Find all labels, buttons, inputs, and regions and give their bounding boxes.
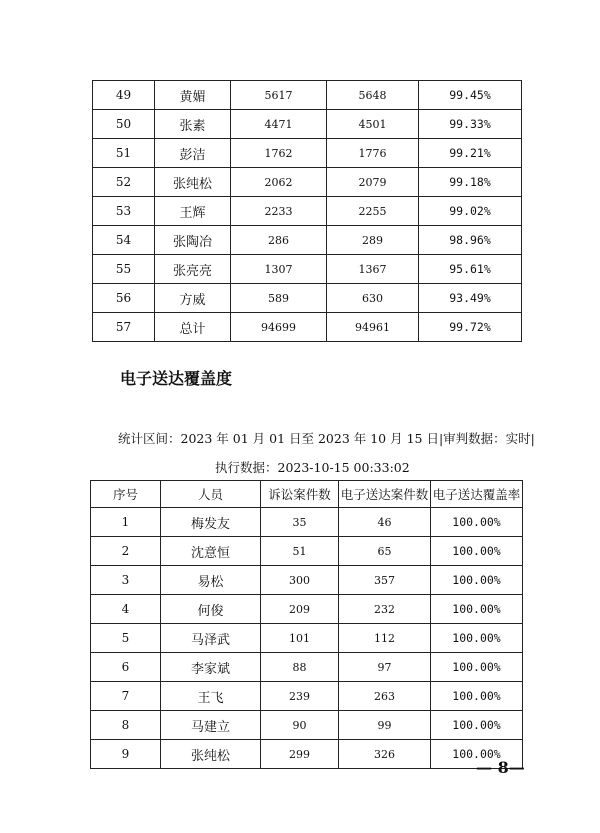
cell-count-b: 94961 <box>327 313 419 342</box>
cell-count-a: 2062 <box>231 168 327 197</box>
cell-count-a: 35 <box>261 508 339 537</box>
cell-rate: 99.45% <box>419 81 522 110</box>
cell-count-b: 630 <box>327 284 419 313</box>
cell-count-b: 1776 <box>327 139 419 168</box>
cell-name: 沈意恒 <box>161 537 261 566</box>
cell-rate: 100.00% <box>431 508 523 537</box>
cell-rate: 99.21% <box>419 139 522 168</box>
section-title: 电子送达覆盖度 <box>120 369 233 388</box>
cell-index: 55 <box>93 255 155 284</box>
cell-name: 李家斌 <box>161 653 261 682</box>
cell-name: 马建立 <box>161 711 261 740</box>
cell-index: 49 <box>93 81 155 110</box>
cell-name: 方威 <box>155 284 231 313</box>
e-service-coverage-table <box>90 480 523 769</box>
cell-rate: 99.18% <box>419 168 522 197</box>
cell-rate: 100.00% <box>431 682 523 711</box>
cell-name: 张陶冶 <box>155 226 231 255</box>
table2-header <box>91 481 523 508</box>
cell-count-a: 300 <box>261 566 339 595</box>
table-row <box>93 197 522 226</box>
table-row <box>91 566 523 595</box>
cell-count-a: 101 <box>261 624 339 653</box>
cell-name: 张素 <box>155 110 231 139</box>
cell-name: 易松 <box>161 566 261 595</box>
header-person: 人员 <box>161 481 261 508</box>
cell-count-a: 90 <box>261 711 339 740</box>
cell-index: 52 <box>93 168 155 197</box>
table-row <box>93 139 522 168</box>
cell-count-b: 4501 <box>327 110 419 139</box>
cell-count-b: 99 <box>339 711 431 740</box>
cell-count-b: 289 <box>327 226 419 255</box>
cell-name: 总计 <box>155 313 231 342</box>
table-row <box>91 624 523 653</box>
cell-index: 56 <box>93 284 155 313</box>
cell-name: 王辉 <box>155 197 231 226</box>
cell-index: 57 <box>93 313 155 342</box>
cell-count-b: 357 <box>339 566 431 595</box>
cell-count-a: 286 <box>231 226 327 255</box>
header-e-service-cases: 电子送达案件数 <box>339 481 431 508</box>
cell-index: 4 <box>91 595 161 624</box>
cell-index: 1 <box>91 508 161 537</box>
cell-rate: 100.00% <box>431 653 523 682</box>
cell-name: 张纯松 <box>155 168 231 197</box>
cell-count-a: 209 <box>261 595 339 624</box>
cell-name: 张亮亮 <box>155 255 231 284</box>
cell-name: 黄媚 <box>155 81 231 110</box>
cell-index: 8 <box>91 711 161 740</box>
cell-name: 王飞 <box>161 682 261 711</box>
cell-count-b: 326 <box>339 740 431 769</box>
table-row <box>93 226 522 255</box>
cell-count-a: 1762 <box>231 139 327 168</box>
cell-count-b: 112 <box>339 624 431 653</box>
cell-rate: 100.00% <box>431 624 523 653</box>
cell-count-a: 94699 <box>231 313 327 342</box>
cell-rate: 100.00% <box>431 740 523 769</box>
cell-count-a: 299 <box>261 740 339 769</box>
cell-name: 何俊 <box>161 595 261 624</box>
cell-count-a: 1307 <box>231 255 327 284</box>
cell-count-a: 589 <box>231 284 327 313</box>
cell-index: 2 <box>91 537 161 566</box>
cell-name: 彭洁 <box>155 139 231 168</box>
table-header-row <box>91 481 523 508</box>
cell-count-a: 2233 <box>231 197 327 226</box>
cell-name: 梅发友 <box>161 508 261 537</box>
cell-count-a: 51 <box>261 537 339 566</box>
table-row <box>93 313 522 342</box>
cell-name: 马泽武 <box>161 624 261 653</box>
cell-count-b: 232 <box>339 595 431 624</box>
cell-index: 3 <box>91 566 161 595</box>
cell-count-b: 97 <box>339 653 431 682</box>
cell-rate: 100.00% <box>431 711 523 740</box>
cell-rate: 93.49% <box>419 284 522 313</box>
cell-count-b: 263 <box>339 682 431 711</box>
cell-count-b: 46 <box>339 508 431 537</box>
cell-index: 6 <box>91 653 161 682</box>
cell-rate: 100.00% <box>431 595 523 624</box>
stat-range-line: 统计区间：2023 年 01 月 01 日至 2023 年 10 月 15 日|审判数据：实时| <box>118 431 535 446</box>
cell-name: 张纯松 <box>161 740 261 769</box>
cell-count-b: 2255 <box>327 197 419 226</box>
cell-count-a: 239 <box>261 682 339 711</box>
cell-rate: 95.61% <box>419 255 522 284</box>
cell-count-a: 4471 <box>231 110 327 139</box>
cell-rate: 100.00% <box>431 537 523 566</box>
cell-count-a: 5617 <box>231 81 327 110</box>
cell-rate: 99.33% <box>419 110 522 139</box>
cell-index: 51 <box>93 139 155 168</box>
table-row <box>93 110 522 139</box>
cell-index: 5 <box>91 624 161 653</box>
service-rate-table-continued <box>92 80 522 342</box>
table-row <box>91 508 523 537</box>
table1-body <box>93 81 522 342</box>
cell-rate: 99.72% <box>419 313 522 342</box>
header-index: 序号 <box>91 481 161 508</box>
page-number: — 8— <box>476 758 525 777</box>
table-row <box>91 653 523 682</box>
cell-index: 50 <box>93 110 155 139</box>
table-row <box>93 81 522 110</box>
cell-index: 7 <box>91 682 161 711</box>
cell-rate: 100.00% <box>431 566 523 595</box>
header-litigation-cases: 诉讼案件数 <box>261 481 339 508</box>
table-row <box>91 595 523 624</box>
table-row <box>91 711 523 740</box>
cell-index: 53 <box>93 197 155 226</box>
cell-count-b: 5648 <box>327 81 419 110</box>
table-row <box>93 255 522 284</box>
table-row <box>93 284 522 313</box>
cell-rate: 98.96% <box>419 226 522 255</box>
cell-count-b: 2079 <box>327 168 419 197</box>
table-row <box>93 168 522 197</box>
header-coverage-rate: 电子送达覆盖率 <box>431 481 523 508</box>
cell-count-b: 65 <box>339 537 431 566</box>
table2-body <box>91 508 523 769</box>
exec-data-line: 执行数据：2023-10-15 00:33:02 <box>215 460 410 475</box>
cell-index: 54 <box>93 226 155 255</box>
cell-rate: 99.02% <box>419 197 522 226</box>
cell-count-a: 88 <box>261 653 339 682</box>
cell-count-b: 1367 <box>327 255 419 284</box>
table-row <box>91 682 523 711</box>
table-row <box>91 537 523 566</box>
table-row <box>91 740 523 769</box>
cell-index: 9 <box>91 740 161 769</box>
